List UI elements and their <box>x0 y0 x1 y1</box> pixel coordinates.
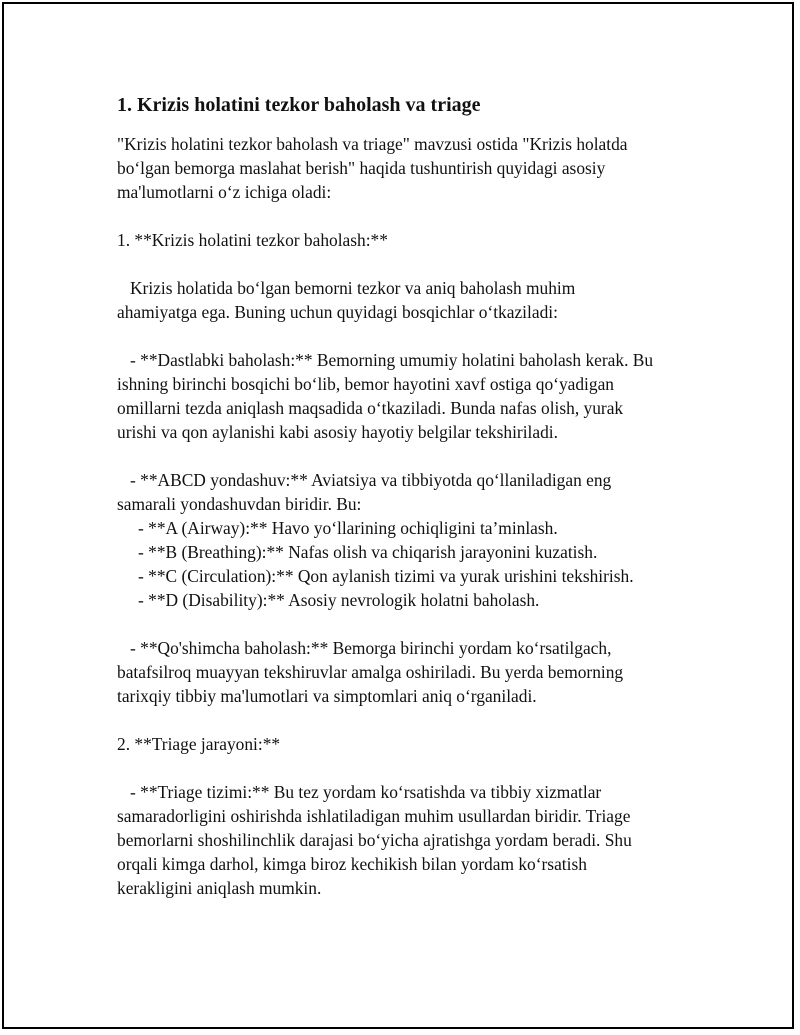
text-line: urishi va qon aylanishi kabi asosiy hayotiy belgilar tekshiriladi. <box>117 422 558 442</box>
document-heading: 1. Krizis holatini tezkor baholash va triage <box>117 94 481 116</box>
text-line: omillarni tezda aniqlash maqsadida oʻtkaziladi. Bunda nafas olish, yurak <box>117 398 624 418</box>
abcd-list-item: - **A (Airway):** Havo yoʻllarining ochiqligini ta’minlash. <box>138 518 558 538</box>
text-line: boʻlgan bemorga maslahat berish" haqida tushuntirish quyidagi asosiy <box>117 158 606 178</box>
abcd-list-item: - **B (Breathing):** Nafas olish va chiqarish jarayonini kuzatish. <box>138 542 598 562</box>
text-line: - **ABCD yondashuv:** Aviatsiya va tibbiyotda qoʻllaniladigan eng <box>130 470 612 490</box>
text-line: "Krizis holatini tezkor baholash va triage" mavzusi ostida "Krizis holatda <box>117 134 628 154</box>
abcd-paragraph <box>117 468 707 612</box>
abcd-list-item: - **C (Circulation):** Qon aylanish tizimi va yurak urishini tekshirish. <box>138 566 634 586</box>
text-line: orqali kimga darhol, kimga biroz kechikish bilan yordam koʻrsatish <box>117 854 587 874</box>
text-line: - **Dastlabki baholash:** Bemorning umumiy holatini baholash kerak. Bu <box>130 350 654 370</box>
text-line: ma'lumotlarni oʻz ichiga oladi: <box>117 182 332 202</box>
text-line: ishning birinchi bosqichi boʻlib, bemor hayotini xavf ostiga qoʻyadigan <box>117 374 615 394</box>
text-line: - **Qo'shimcha baholash:** Bemorga birinchi yordam koʻrsatilgach, <box>130 638 612 658</box>
blank-line <box>117 252 707 276</box>
text-line: Krizis holatida boʻlgan bemorni tezkor va aniq baholash muhim <box>130 278 576 298</box>
text-line: kerakligini aniqlash mumkin. <box>117 878 322 898</box>
text-line: bemorlarni shoshilinchlik darajasi boʻyicha ajratishga yordam beradi. Shu <box>117 830 632 850</box>
blank-line <box>117 444 707 468</box>
document-body <box>117 92 707 900</box>
text-line: batafsilroq muayyan tekshiruvlar amalga oshiriladi. Bu yerda bemorning <box>117 662 624 682</box>
section-1-title: 1. **Krizis holatini tezkor baholash:** <box>117 230 388 250</box>
section-1-intro <box>117 276 707 324</box>
section-2-title: 2. **Triage jarayoni:** <box>117 734 281 754</box>
blank-line <box>117 204 707 228</box>
triage-paragraph <box>117 780 707 900</box>
blank-line <box>117 324 707 348</box>
text-line: samaradorligini oshirishda ishlatiladigan muhim usullardan biridir. Triage <box>117 806 631 826</box>
text-line: tarixqiy tibbiy ma'lumotlari va simptomlari aniq oʻrganiladi. <box>117 686 537 706</box>
text-line: - **Triage tizimi:** Bu tez yordam koʻrsatishda va tibbiy xizmatlar <box>130 782 602 802</box>
text-line: samarali yondashuvdan biridir. Bu: <box>117 494 362 514</box>
blank-line <box>117 612 707 636</box>
initial-assessment-paragraph <box>117 348 707 444</box>
text-line: ahamiyatga ega. Buning uchun quyidagi bosqichlar oʻtkaziladi: <box>117 302 558 322</box>
intro-paragraph <box>117 132 707 204</box>
additional-assessment-paragraph <box>117 636 707 708</box>
abcd-list-item: - **D (Disability):** Asosiy nevrologik holatni baholash. <box>138 590 540 610</box>
blank-line <box>117 756 707 780</box>
blank-line <box>117 708 707 732</box>
